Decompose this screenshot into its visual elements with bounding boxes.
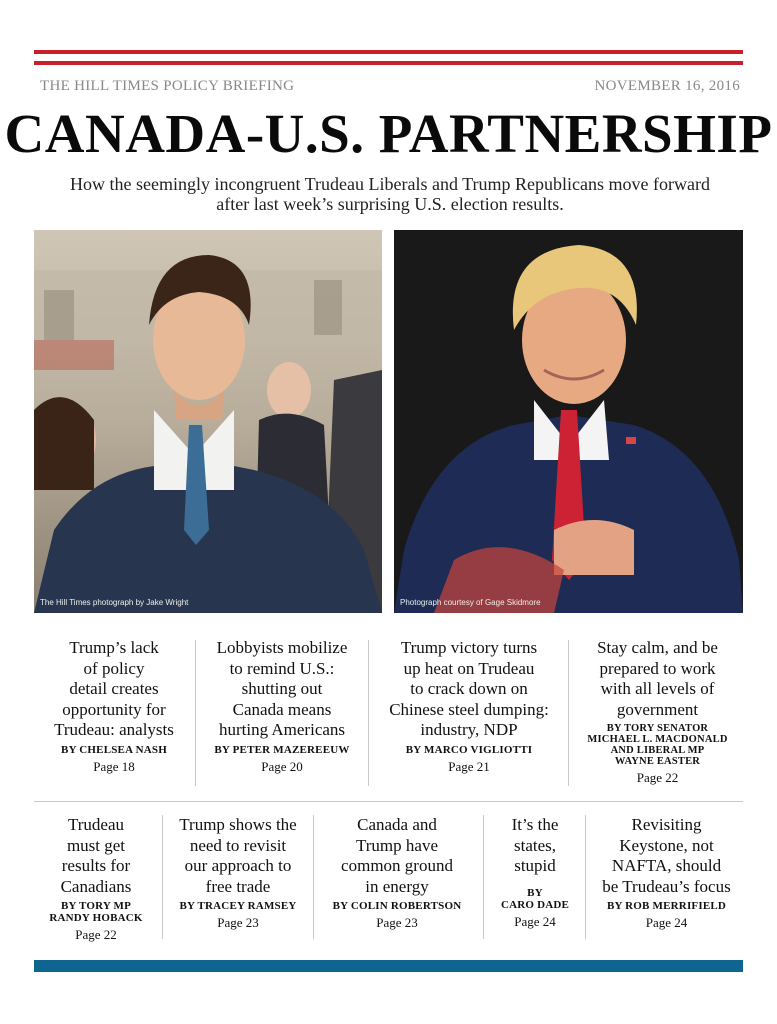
article-page: Page 22 xyxy=(636,770,679,785)
article-page: Page 24 xyxy=(645,915,688,930)
photo-trump xyxy=(394,230,743,613)
issue-date: NOVEMBER 16, 2016 xyxy=(594,78,740,94)
article-link[interactable] xyxy=(34,638,194,775)
article-link[interactable] xyxy=(590,815,743,931)
article-page: Page 23 xyxy=(217,915,259,930)
article-byline: BY TORY MP RANDY HOBACK xyxy=(49,900,143,924)
article-byline: BY MARCO VIGLIOTTI xyxy=(405,743,533,756)
column-divider xyxy=(568,640,569,786)
column-divider xyxy=(585,815,586,939)
article-byline: BY CARO DADE xyxy=(500,886,570,911)
photo-trudeau xyxy=(34,230,382,613)
article-page: Page 22 xyxy=(75,927,117,942)
article-headline: Trump shows the need to revisit our approach to free trade xyxy=(179,815,297,896)
article-headline: Trudeau must get results for Canadians xyxy=(60,815,132,896)
article-page: Page 21 xyxy=(448,758,490,774)
column-divider xyxy=(162,815,163,939)
article-link[interactable] xyxy=(200,638,364,775)
article-link[interactable] xyxy=(572,638,743,786)
top-rule-red-2 xyxy=(34,61,743,65)
article-headline: Stay calm, and be prepared to work with all levels of government xyxy=(597,638,718,719)
subtitle-line-2: after last week’s surprising U.S. election results. xyxy=(216,194,564,214)
publication-name: THE HILL TIMES POLICY BRIEFING xyxy=(40,78,295,94)
article-headline: Lobbyists mobilize to remind U.S.: shutting out Canada means hurting Americans xyxy=(216,638,348,739)
article-byline: BY TORY SENATOR MICHAEL L. MACDONALD AND LIBERAL MP WAYNE EASTER xyxy=(587,723,728,767)
row-divider xyxy=(34,801,743,802)
article-headline: Trump’s lack of policy detail creates opportunity for Trudeau: analysts xyxy=(54,638,174,739)
article-byline: BY ROB MERRIFIELD xyxy=(606,900,727,912)
photo-credit-trudeau: The Hill Times photograph by Jake Wright xyxy=(40,598,189,607)
column-divider xyxy=(313,815,314,939)
subtitle-line-1: How the seemingly incongruent Trudeau Liberals and Trump Republicans move forward xyxy=(70,174,710,194)
subtitle xyxy=(40,174,740,214)
top-rule-red-1 xyxy=(34,50,743,54)
article-headline: Canada and Trump have common ground in energy xyxy=(341,815,453,896)
column-divider xyxy=(483,815,484,939)
portrait-photo-trudeau xyxy=(34,230,382,613)
column-divider xyxy=(195,640,196,786)
article-page: Page 24 xyxy=(514,913,556,929)
article-byline: BY TRACEY RAMSEY xyxy=(179,900,297,912)
article-link[interactable] xyxy=(374,638,564,775)
article-link[interactable] xyxy=(486,815,584,930)
article-headline: Trump victory turns up heat on Trudeau to crack down on Chinese steel dumping: industry, NDP xyxy=(389,638,549,739)
article-byline: BY COLIN ROBERTSON xyxy=(332,900,462,912)
photo-credit-trump: Photograph courtesy of Gage Skidmore xyxy=(400,598,541,607)
article-link[interactable] xyxy=(34,815,158,943)
article-page: Page 20 xyxy=(261,758,303,774)
article-headline: Revisiting Keystone, not NAFTA, should be Trudeau’s focus xyxy=(602,815,731,896)
column-divider xyxy=(368,640,369,786)
page-title: CANADA-U.S. PARTNERSHIP xyxy=(4,103,773,164)
bottom-bar-blue xyxy=(34,960,743,972)
article-headline: It’s the states, stupid xyxy=(511,815,559,875)
masthead xyxy=(40,78,740,98)
article-link[interactable] xyxy=(168,815,308,931)
article-row-1 xyxy=(34,638,743,788)
article-page: Page 18 xyxy=(93,758,135,774)
article-byline: BY CHELSEA NASH xyxy=(61,743,167,756)
article-page: Page 23 xyxy=(376,915,418,930)
portrait-photo-trump xyxy=(394,230,743,613)
article-link[interactable] xyxy=(317,815,477,931)
article-row-2 xyxy=(34,815,743,955)
article-byline: BY PETER MAZEREEUW xyxy=(214,743,350,756)
